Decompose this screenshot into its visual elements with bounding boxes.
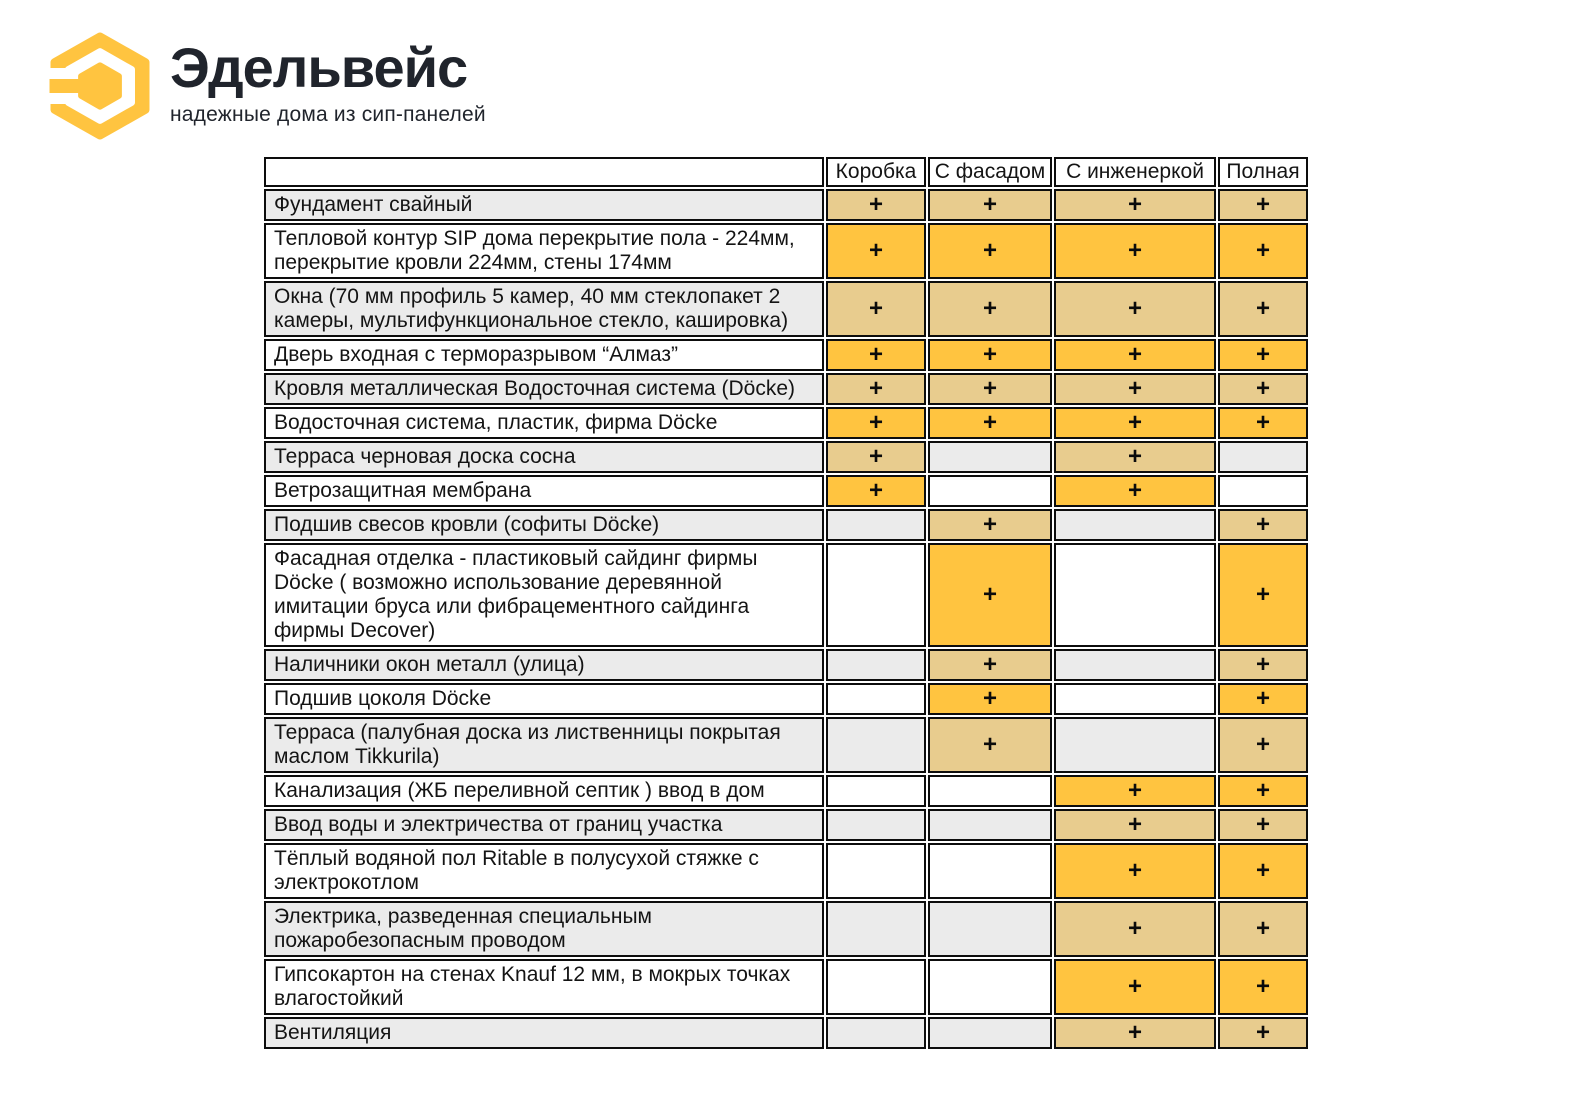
table-row [264, 339, 1308, 371]
included-cell: + [928, 223, 1052, 279]
included-cell: + [1054, 809, 1216, 841]
excluded-cell [928, 843, 1052, 899]
included-cell: + [1218, 407, 1308, 439]
feature-label: Гипсокартон на стенах Knauf 12 мм, в мокрых точках влагостойкий [264, 959, 824, 1015]
included-cell: + [1218, 649, 1308, 681]
included-cell: + [1054, 1017, 1216, 1049]
excluded-cell [928, 441, 1052, 473]
excluded-cell [928, 775, 1052, 807]
feature-label: Дверь входная с терморазрывом “Алмаз” [264, 339, 824, 371]
excluded-cell [1218, 475, 1308, 507]
excluded-cell [826, 543, 926, 647]
feature-label: Подшив свесов кровли (софиты Döcke) [264, 509, 824, 541]
excluded-cell [1054, 717, 1216, 773]
feature-label: Ветрозащитная мембрана [264, 475, 824, 507]
excluded-cell [1054, 509, 1216, 541]
feature-label: Терраса (палубная доска из лиственницы покрытая маслом Tikkurila) [264, 717, 824, 773]
brand-text [170, 32, 486, 127]
included-cell: + [1218, 959, 1308, 1015]
included-cell: + [928, 717, 1052, 773]
table-row [264, 901, 1308, 957]
package-comparison-table [262, 155, 1310, 1051]
included-cell: + [928, 339, 1052, 371]
table-row [264, 717, 1308, 773]
table-row [264, 843, 1308, 899]
included-cell: + [1054, 843, 1216, 899]
table-row [264, 373, 1308, 405]
included-cell: + [1054, 373, 1216, 405]
included-cell: + [826, 339, 926, 371]
included-cell: + [928, 543, 1052, 647]
included-cell: + [1218, 189, 1308, 221]
excluded-cell [928, 475, 1052, 507]
column-header: Полная [1218, 157, 1308, 187]
table-row [264, 1017, 1308, 1049]
included-cell: + [928, 509, 1052, 541]
table-row [264, 441, 1308, 473]
feature-label: Подшив цоколя Döcke [264, 683, 824, 715]
table-row [264, 775, 1308, 807]
included-cell: + [1218, 683, 1308, 715]
brand-subtitle: надежные дома из сип-панелей [170, 103, 486, 126]
included-cell: + [928, 407, 1052, 439]
feature-label: Тёплый водяной пол Ritable в полусухой стяжке с электрокотлом [264, 843, 824, 899]
included-cell: + [1218, 775, 1308, 807]
feature-label: Кровля металлическая Водосточная система (Döcke) [264, 373, 824, 405]
column-header: С инженеркой [1054, 157, 1216, 187]
table-row [264, 281, 1308, 337]
excluded-cell [928, 959, 1052, 1015]
column-header: Коробка [826, 157, 926, 187]
included-cell: + [826, 441, 926, 473]
excluded-cell [826, 509, 926, 541]
feature-label: Терраса черновая доска сосна [264, 441, 824, 473]
excluded-cell [826, 775, 926, 807]
feature-label: Фасадная отделка - пластиковый сайдинг фирмы Döcke ( возможно использование деревянной имитации бруса или фибрацементного сайдинга фирмы Decover) [264, 543, 824, 647]
feature-label: Ввод воды и электричества от границ участка [264, 809, 824, 841]
feature-label: Вентиляция [264, 1017, 824, 1049]
included-cell: + [928, 373, 1052, 405]
brand-header [48, 32, 486, 140]
corner-cell [264, 157, 824, 187]
excluded-cell [826, 843, 926, 899]
table-row [264, 475, 1308, 507]
excluded-cell [928, 901, 1052, 957]
included-cell: + [1218, 339, 1308, 371]
feature-label: Водосточная система, пластик, фирма Döcke [264, 407, 824, 439]
brand-title: Эдельвейс [170, 36, 468, 99]
excluded-cell [928, 1017, 1052, 1049]
table-row [264, 509, 1308, 541]
included-cell: + [1054, 189, 1216, 221]
included-cell: + [1054, 475, 1216, 507]
table-row [264, 543, 1308, 647]
included-cell: + [826, 189, 926, 221]
table-row [264, 189, 1308, 221]
included-cell: + [1218, 901, 1308, 957]
included-cell: + [1054, 441, 1216, 473]
table-row [264, 649, 1308, 681]
feature-label: Фундамент свайный [264, 189, 824, 221]
excluded-cell [928, 809, 1052, 841]
included-cell: + [1218, 717, 1308, 773]
included-cell: + [826, 223, 926, 279]
column-header: С фасадом [928, 157, 1052, 187]
table-row [264, 683, 1308, 715]
included-cell: + [1054, 959, 1216, 1015]
excluded-cell [826, 809, 926, 841]
included-cell: + [1218, 281, 1308, 337]
excluded-cell [1218, 441, 1308, 473]
included-cell: + [1054, 223, 1216, 279]
included-cell: + [1218, 843, 1308, 899]
included-cell: + [928, 683, 1052, 715]
included-cell: + [826, 281, 926, 337]
excluded-cell [826, 717, 926, 773]
feature-label: Окна (70 мм профиль 5 камер, 40 мм стеклопакет 2 камеры, мультифункциональное стекло, кашировка) [264, 281, 824, 337]
feature-label: Наличники окон металл (улица) [264, 649, 824, 681]
included-cell: + [1218, 509, 1308, 541]
included-cell: + [826, 475, 926, 507]
table-row [264, 809, 1308, 841]
excluded-cell [1054, 683, 1216, 715]
included-cell: + [928, 281, 1052, 337]
included-cell: + [1054, 281, 1216, 337]
hexagon-logo-icon [48, 32, 152, 140]
feature-label: Электрика, разведенная специальным пожаробезопасным проводом [264, 901, 824, 957]
included-cell: + [1218, 809, 1308, 841]
feature-label: Канализация (ЖБ переливной септик ) ввод в дом [264, 775, 824, 807]
table-row [264, 407, 1308, 439]
excluded-cell [826, 649, 926, 681]
included-cell: + [1218, 543, 1308, 647]
included-cell: + [1054, 407, 1216, 439]
included-cell: + [826, 373, 926, 405]
table-header-row [264, 157, 1308, 187]
excluded-cell [1054, 649, 1216, 681]
excluded-cell [826, 1017, 926, 1049]
excluded-cell [826, 683, 926, 715]
feature-label: Тепловой контур SIP дома перекрытие пола - 224мм, перекрытие кровли 224мм, стены 174мм [264, 223, 824, 279]
table-row [264, 223, 1308, 279]
included-cell: + [1054, 339, 1216, 371]
included-cell: + [928, 189, 1052, 221]
included-cell: + [928, 649, 1052, 681]
table-row [264, 959, 1308, 1015]
included-cell: + [1054, 775, 1216, 807]
included-cell: + [1218, 373, 1308, 405]
excluded-cell [826, 959, 926, 1015]
included-cell: + [826, 407, 926, 439]
excluded-cell [826, 901, 926, 957]
included-cell: + [1054, 901, 1216, 957]
included-cell: + [1218, 1017, 1308, 1049]
excluded-cell [1054, 543, 1216, 647]
included-cell: + [1218, 223, 1308, 279]
